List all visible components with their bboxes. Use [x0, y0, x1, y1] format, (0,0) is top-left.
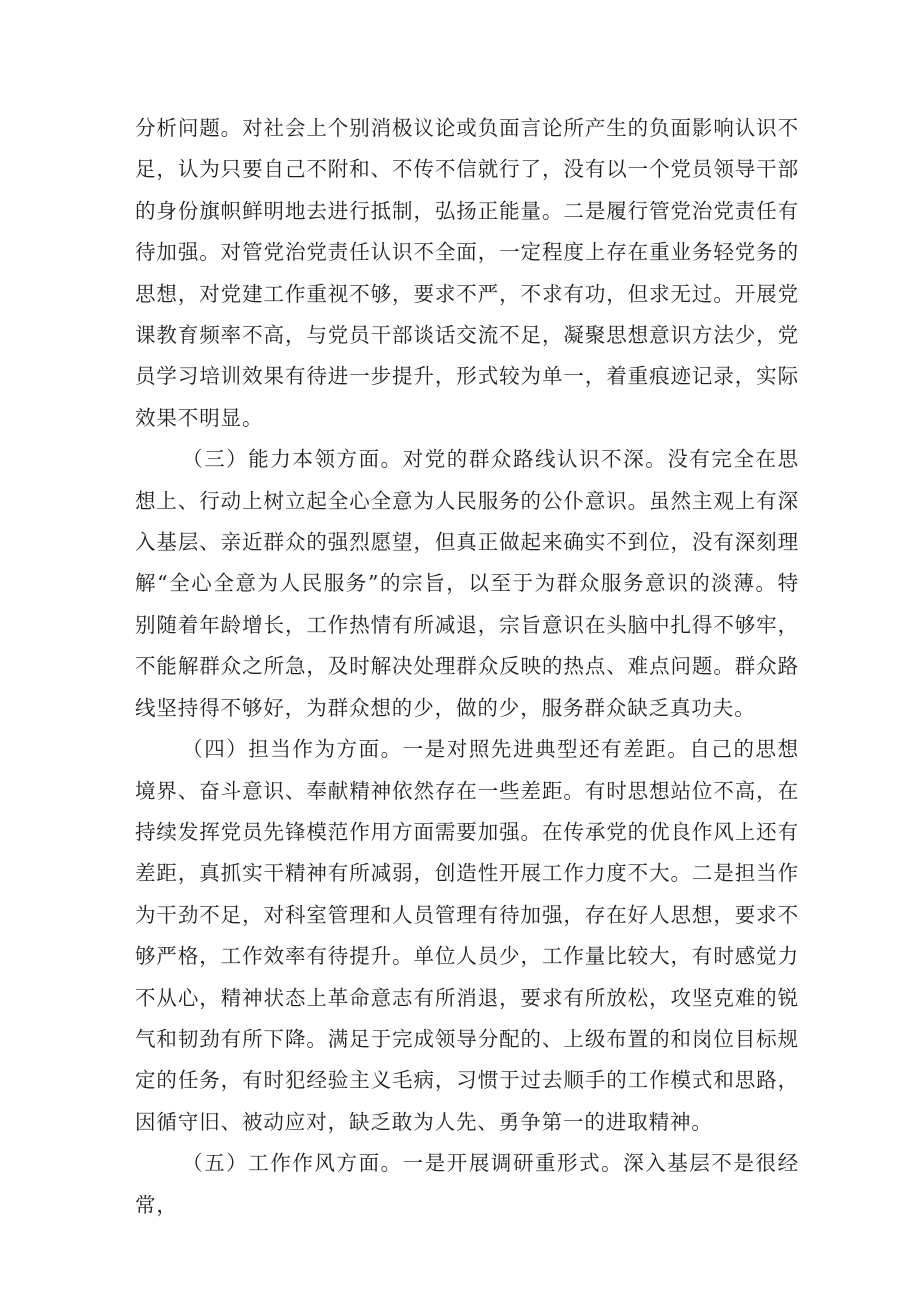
paragraph-continuation: 分析问题。对社会上个别消极议论或负面言论所产生的负面影响认识不足，认为只要自己不附和、不传不信就行了，没有以一个党员领导干部的身份旗帜鲜明地去进行抵制，弘扬正能量。二是履行管党治党责任有待加强。对管党治党责任认识不全面，一定程度上存在重业务轻党务的思想，对党建工作重视不够，要求不严，不求有功，但求无过。开展党课教育频率不高，与党员干部谈话交流不足，凝聚思想意识方法少，党员学习培训效果有待进一步提升，形式较为单一，着重痕迹记录，实际效果不明显。 [135, 116, 799, 430]
document-body [135, 108, 799, 1226]
paragraph-ability-section: （三）能力本领方面。对党的群众路线认识不深。没有完全在思想上、行动上树立起全心全意为人民服务的公仆意识。虽然主观上有深入基层、亲近群众的强烈愿望，但真正做起来确实不到位，没有深刻理解“全心全意为人民服务”的宗旨，以至于为群众服务意识的淡薄。特别随着年龄增长，工作热情有所减退，宗旨意识在头脑中扎得不够牢，不能解群众之所急，及时解决处理群众反映的热点、难点问题。群众路线坚持得不够好，为群众想的少，做的少，服务群众缺乏真功夫。 [135, 447, 799, 720]
paragraph-work-style-section: （五）工作作风方面。一是开展调研重形式。深入基层不是很经常， [135, 1151, 799, 1217]
paragraph-responsibility-section: （四）担当作为方面。一是对照先进典型还有差距。自己的思想境界、奋斗意识、奉献精神依然存在一些差距。有时思想站位不高，在持续发挥党员先锋模范作用方面需要加强。在传承党的优良作风上还有差距，真抓实干精神有所减弱，创造性开展工作力度不大。二是担当作为干劲不足，对科室管理和人员管理有待加强，存在好人思想，要求不够严格，工作效率有待提升。单位人员少，工作量比较大，有时感觉力不从心，精神状态上革命意志有所消退，要求有所放松，攻坚克难的锐气和韧劲有所下降。满足于完成领导分配的、上级布置的和岗位目标规定的任务，有时犯经验主义毛病，习惯于过去顺手的工作模式和思路，因循守旧、被动应对，缺乏敢为人先、勇争第一的进取精神。 [135, 737, 799, 1134]
